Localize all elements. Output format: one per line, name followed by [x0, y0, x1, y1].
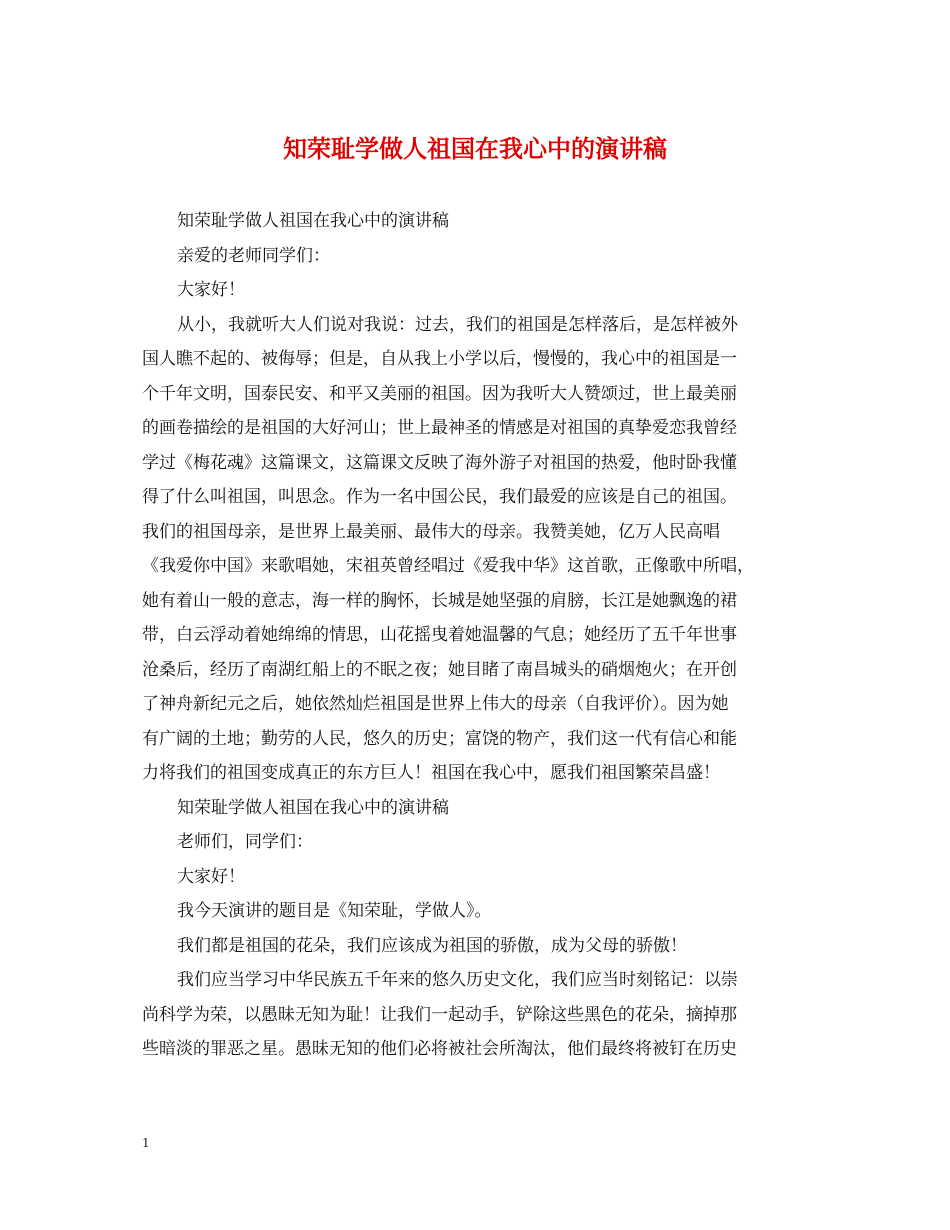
text-line: 学过《梅花魂》这篇课文，这篇课文反映了海外游子对祖国的热爱，他时卧我懂 — [142, 452, 737, 473]
text-line: 《我爱你中国》来歌唱她，宋祖英曾经唱过《爱我中华》这首歌，正像歌中所唱， — [142, 556, 754, 576]
text-line: 大家好！ — [177, 280, 245, 300]
page-number: 1 — [142, 1136, 150, 1150]
text-line: 我们的祖国母亲，是世界上最美丽、最伟大的母亲。我赞美她，亿万人民高唱 — [142, 521, 720, 542]
text-line: 她有着山一般的意志，海一样的胸怀，长城是她坚强的肩膀，长江是她飘逸的裙 — [142, 590, 737, 611]
text-line: 大家好！ — [177, 866, 245, 887]
text-line: 我今天演讲的题目是《知荣耻，学做人》。 — [177, 901, 492, 921]
text-line: 我们应当学习中华民族五千年来的悠久历史文化，我们应当时刻铭记：以崇 — [177, 970, 738, 990]
document-title: 知荣耻学做人祖国在我心中的演讲稿 — [283, 135, 667, 163]
text-line: 知荣耻学做人祖国在我心中的演讲稿 — [177, 797, 449, 818]
text-line: 些暗淡的罪恶之星。愚昧无知的他们必将被社会所淘汰，他们最终将被钉在历史 — [142, 1039, 737, 1059]
document-body — [142, 204, 810, 1067]
text-line: 老师们，同学们： — [177, 832, 313, 852]
text-line: 知荣耻学做人祖国在我心中的演讲稿 — [177, 211, 449, 231]
text-line: 亲爱的老师同学们： — [177, 245, 330, 266]
text-line: 的画卷描绘的是祖国的大好河山；世上最神圣的情感是对祖国的真挚爱恋我曾经 — [142, 418, 737, 438]
text-line: 国人瞧不起的、被侮辱；但是，自从我上小学以后，慢慢的，我心中的祖国是一 — [142, 349, 737, 369]
text-line: 得了什么叫祖国，叫思念。作为一名中国公民，我们最爱的应该是自己的祖国。 — [142, 487, 737, 507]
text-line: 带，白云浮动着她绵绵的情思，山花摇曳着她温馨的气息；她经历了五千年世事 — [142, 625, 737, 645]
text-line: 尚科学为荣，以愚昧无知为耻！让我们一起动手，铲除这些黑色的花朵，摘掉那 — [142, 1004, 737, 1025]
text-line: 从小，我就听大人们说对我说：过去，我们的祖国是怎样落后，是怎样被外 — [177, 314, 738, 335]
text-line: 力将我们的祖国变成真正的东方巨人！祖国在我心中，愿我们祖国繁荣昌盛！ — [142, 763, 720, 783]
text-line: 我们都是祖国的花朵，我们应该成为祖国的骄傲，成为父母的骄傲！ — [177, 935, 687, 956]
text-line: 个千年文明，国泰民安、和平又美丽的祖国。因为我听大人赞颂过，世上最美丽 — [142, 383, 737, 404]
text-line: 沧桑后，经历了南湖红船上的不眠之夜；她目睹了南昌城头的硝烟炮火；在开创 — [142, 659, 737, 680]
text-line: 有广阔的土地；勤劳的人民，悠久的历史；富饶的物产，我们这一代有信心和能 — [142, 728, 737, 749]
text-line: 了神舟新纪元之后，她依然灿烂祖国是世界上伟大的母亲（自我评价）。因为她 — [142, 694, 729, 714]
